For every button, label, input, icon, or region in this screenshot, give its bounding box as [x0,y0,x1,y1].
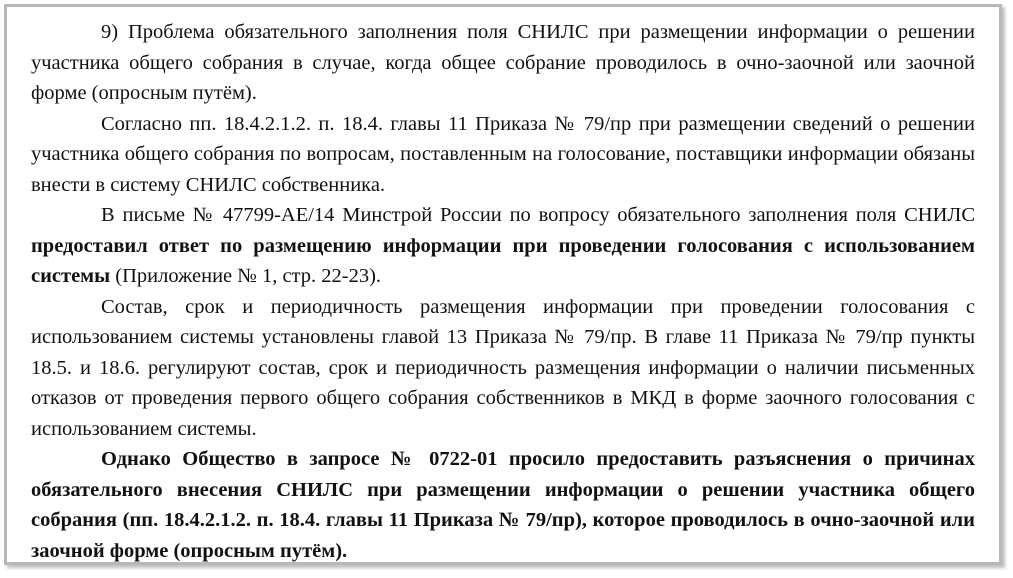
ministry-letter-text: В письме № 47799-АЕ/14 Минстрой России по вопросу обязательного заполнения поля СНИЛС [101,204,975,226]
paragraph-problem-9: 9) Проблема обязательного заполнения поля СНИЛС при размещении информации о решении участника общего собрания в случае, когда общее собрание проводилось в очно-заочной или заочной форме (опросным путём). [31,21,975,104]
paragraph-society-request: Однако Общество в запросе № 0722-01 просило предоставить разъяснения о причинах обязательного внесения СНИЛС при размещении информации о решении участника общего собрания (пп. 18.4.2.1.2. п. 18.4. главы 11 Приказа № 79/пр), которое проводилось в очно-заочной или заочной форме (опросным путём). [31,448,975,562]
document-frame [4,4,1002,565]
paragraph-ministry-letter [31,200,975,292]
paragraph-order-reference: Согласно пп. 18.4.2.1.2. п. 18.4. главы 11 Приказа № 79/пр при размещении сведений о решении участника общего собрания по вопросам, поставленным на голосование, поставщики информации обязаны внести в систему СНИЛС собственника. [31,112,975,196]
ministry-letter-appendix: (Приложение № 1, стр. 22-23). [110,265,382,287]
document-body [31,17,975,566]
paragraph-composition: Состав, срок и периодичность размещения информации при проведении голосования с использованием системы установлены главой 13 Приказа № 79/пр. В главе 11 Приказа № 79/пр пункты 18.5. и 18.6. регулируют состав, срок и периодичность размещения информации о наличии письменных отказов от проведения первого общего собрания собственников в МКД в форме заочного голосования с использованием системы. [31,295,975,440]
ministry-letter-bold: предоставил ответ по размещению информации при проведении голосования с использованием системы [31,234,975,287]
